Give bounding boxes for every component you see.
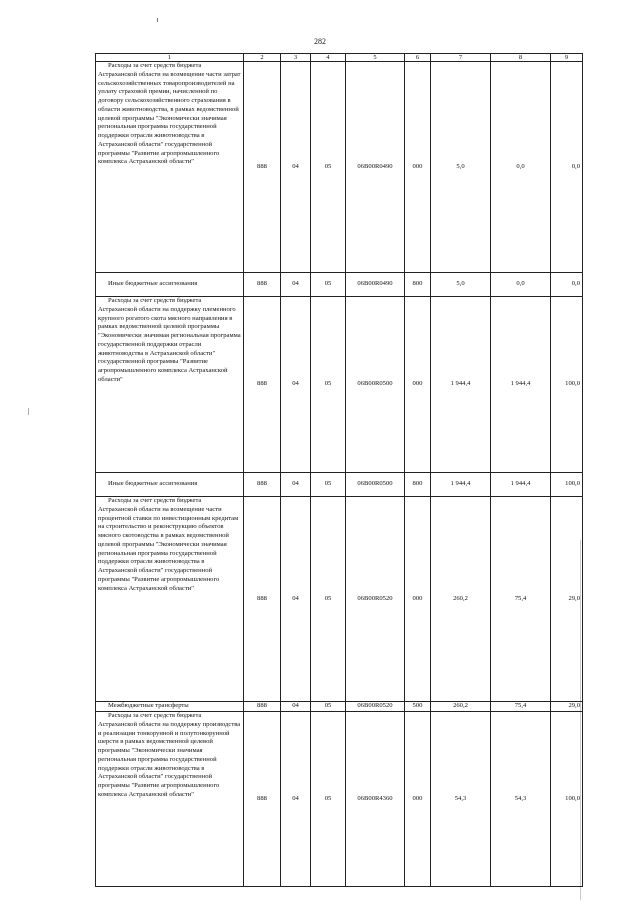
row-description: Расходы за счет средств бюджета Астраханской области на возмещение части затрат сельскохозяйственных товаропроизводителей на уплату страховой премии, начисленной по договору сельскохозяйственного страхования в области животноводства, в рамках ведомственной целевой программы "Экономически значимая региональная программа государственной поддержки отрасли животноводства в Астраханской области" государственной программы "Развитие агропромышленного комплекса Астраханской области" <box>96 62 244 273</box>
cell-executed: 54,3 <box>491 712 551 887</box>
cell-section: 04 <box>281 712 311 887</box>
cell-subsection: 05 <box>311 473 346 497</box>
cell-section: 04 <box>281 297 311 473</box>
cell-executed: 0,0 <box>491 273 551 297</box>
column-header: 9 <box>551 54 583 62</box>
cell-executed: 75,4 <box>491 702 551 712</box>
table-row <box>96 62 583 273</box>
cell-planned: 1 944,4 <box>431 473 491 497</box>
scan-mark <box>28 408 29 415</box>
cell-expense-type: 800 <box>405 273 431 297</box>
table-row <box>96 473 583 497</box>
cell-percent: 100,0 <box>551 297 583 473</box>
cell-target-article: 06В00R0520 <box>346 702 405 712</box>
cell-percent: 0,0 <box>551 62 583 273</box>
column-header: 8 <box>491 54 551 62</box>
page-number: 282 <box>314 37 326 46</box>
cell-code: 888 <box>244 712 281 887</box>
cell-section: 04 <box>281 62 311 273</box>
cell-subsection: 05 <box>311 712 346 887</box>
cell-section: 04 <box>281 702 311 712</box>
cell-percent: 29,0 <box>551 497 583 702</box>
cell-code: 888 <box>244 273 281 297</box>
row-description: Межбюджетные трансферты <box>96 702 244 712</box>
cell-subsection: 05 <box>311 273 346 297</box>
table-row <box>96 712 583 887</box>
cell-code: 888 <box>244 297 281 473</box>
budget-table <box>95 53 583 887</box>
cell-code: 888 <box>244 702 281 712</box>
cell-section: 04 <box>281 497 311 702</box>
cell-subsection: 05 <box>311 702 346 712</box>
cell-planned: 5,0 <box>431 273 491 297</box>
row-description: Иные бюджетные ассигнования <box>96 473 244 497</box>
cell-subsection: 05 <box>311 297 346 473</box>
cell-executed: 0,0 <box>491 62 551 273</box>
cell-code: 888 <box>244 62 281 273</box>
cell-subsection: 05 <box>311 62 346 273</box>
cell-expense-type: 000 <box>405 62 431 273</box>
table-header-row <box>96 54 583 62</box>
cell-subsection: 05 <box>311 497 346 702</box>
table-row <box>96 702 583 712</box>
cell-percent: 0,0 <box>551 273 583 297</box>
column-header: 7 <box>431 54 491 62</box>
cell-expense-type: 000 <box>405 497 431 702</box>
cell-expense-type: 500 <box>405 702 431 712</box>
table-row <box>96 273 583 297</box>
cell-planned: 260,2 <box>431 702 491 712</box>
row-description: Расходы за счет средств бюджета Астраханской области на поддержку производства и реализации тонкорунной и полутонкорунной шерсти в рамках ведомственной целевой программы "Экономически значимая региональная программа государственной поддержки отрасли животноводства в Астраханской области" государственной программы "Развитие агропромышленного комплекса Астраханской области" <box>96 712 244 887</box>
cell-planned: 5,0 <box>431 62 491 273</box>
scan-mark <box>157 18 158 22</box>
cell-target-article: 06В00R4360 <box>346 712 405 887</box>
column-header: 4 <box>311 54 346 62</box>
cell-percent: 100,0 <box>551 712 583 887</box>
cell-section: 04 <box>281 473 311 497</box>
column-header: 2 <box>244 54 281 62</box>
cell-target-article: 06В00R0520 <box>346 497 405 702</box>
row-description: Расходы за счет средств бюджета Астраханской области на возмещение части процентной ставки по инвестиционным кредитам на строительство и реконструкцию объектов мясного скотоводства в рамках ведомственной целевой программы "Экономически значимая региональная программа государственной поддержки отрасли животноводства в Астраханской области" государственной программы "Развитие агропромышленного комплекса Астраханской области" <box>96 497 244 702</box>
cell-expense-type: 000 <box>405 297 431 473</box>
cell-code: 888 <box>244 497 281 702</box>
cell-percent: 29,0 <box>551 702 583 712</box>
cell-target-article: 06В00R0490 <box>346 62 405 273</box>
cell-target-article: 06В00R0490 <box>346 273 405 297</box>
cell-executed: 1 944,4 <box>491 473 551 497</box>
table-row <box>96 297 583 473</box>
cell-percent: 100,0 <box>551 473 583 497</box>
table-row <box>96 497 583 702</box>
cell-expense-type: 000 <box>405 712 431 887</box>
cell-expense-type: 800 <box>405 473 431 497</box>
cell-planned: 260,2 <box>431 497 491 702</box>
cell-section: 04 <box>281 273 311 297</box>
cell-planned: 1 944,4 <box>431 297 491 473</box>
column-header: 5 <box>346 54 405 62</box>
cell-target-article: 06В00R0500 <box>346 297 405 473</box>
column-header: 6 <box>405 54 431 62</box>
cell-target-article: 06В00R0500 <box>346 473 405 497</box>
cell-executed: 1 944,4 <box>491 297 551 473</box>
column-header: 1 <box>96 54 244 62</box>
column-header: 3 <box>281 54 311 62</box>
cell-executed: 75,4 <box>491 497 551 702</box>
row-description: Иные бюджетные ассигнования <box>96 273 244 297</box>
cell-code: 888 <box>244 473 281 497</box>
row-description: Расходы за счет средств бюджета Астраханской области на поддержку племенного крупного рогатого скота мясного направления в рамках ведомственной целевой программы "Экономически значимая региональная программа государственной поддержки отрасли животноводства в Астраханской области" государственной программы "Развитие агропромышленного комплекса Астраханской области" <box>96 297 244 473</box>
cell-planned: 54,3 <box>431 712 491 887</box>
